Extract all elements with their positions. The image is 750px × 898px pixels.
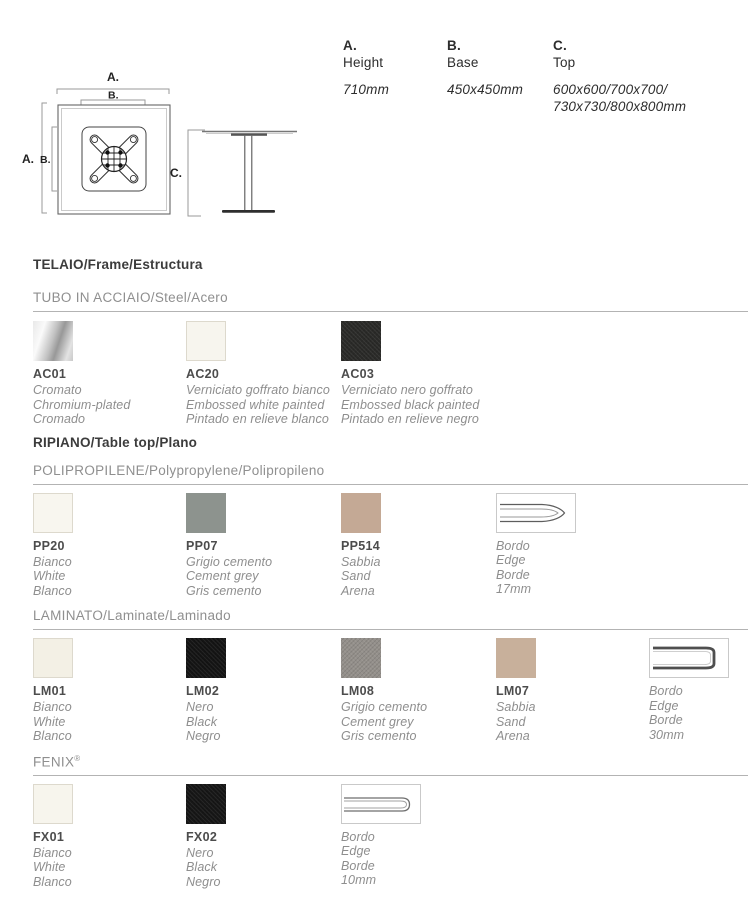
desc-line: Black (186, 714, 218, 729)
side-base (222, 210, 275, 213)
desc-line: Nero (186, 700, 214, 714)
desc-line: Pintado en relieve negro (341, 412, 479, 426)
desc-line: Blanco (33, 729, 72, 743)
spec-top (553, 38, 743, 116)
desc-line: Sand (341, 569, 371, 583)
material-code: LM01 (33, 684, 67, 698)
spec-base-key: B. (447, 38, 461, 53)
dim-label-a-left: A. (22, 152, 34, 166)
swatch-pp07 (186, 493, 226, 533)
material-code: LM07 (496, 684, 530, 698)
edge-label: Bordo (496, 538, 530, 553)
steel-swatches-row (33, 321, 748, 427)
desc-line: Sabbia (341, 554, 381, 569)
material-code: LM08 (341, 684, 375, 698)
swatch-pp514 (341, 493, 381, 533)
swatch-pp20 (33, 493, 73, 533)
section-title-frame: TELAIO/Frame/Estructura (33, 257, 203, 272)
desc-line: Cromato (33, 383, 82, 397)
material-lm07 (496, 638, 649, 744)
swatch-ac01-chrome (33, 321, 73, 361)
spec-base-value: 450x450mm (447, 82, 524, 97)
edge-10mm (341, 784, 496, 888)
divider (33, 311, 748, 312)
section-title-tabletop: RIPIANO/Table top/Plano (33, 434, 198, 450)
desc-line: Grigio cemento (186, 554, 273, 569)
desc-line: White (33, 714, 66, 729)
material-ac01 (33, 321, 186, 427)
dim-label-b-left: B. (40, 154, 51, 166)
edge-profile-10mm-drawing (341, 784, 421, 824)
laminate-swatches-row (33, 638, 748, 744)
material-lm08 (341, 638, 496, 744)
material-code: AC03 (341, 367, 375, 381)
material-code: PP07 (186, 538, 218, 553)
side-mounting-plate (231, 133, 267, 135)
desc-line: White (33, 860, 66, 874)
subsection-steel: TUBO IN ACCIAIO/Steel/Acero (33, 290, 228, 305)
swatch-lm01 (33, 638, 73, 678)
desc-line: Bianco (33, 845, 72, 860)
material-pp514 (341, 493, 496, 599)
edge-label: Borde (496, 567, 530, 582)
desc-line: Cement grey (341, 714, 414, 729)
edge-label: Bordo (341, 829, 375, 844)
divider (33, 484, 748, 485)
spec-height-value: 710mm (343, 82, 390, 97)
dim-bracket-c-side (188, 130, 205, 216)
subsection-polypropylene: POLIPROPILENE/Polypropylene/Polipropileno (33, 462, 325, 478)
material-code: AC01 (33, 367, 67, 381)
edge-label: Bordo (649, 684, 683, 698)
edge-thickness: 17mm (496, 582, 532, 596)
dim-label-b-top: B. (108, 89, 119, 102)
desc-line: Embossed black painted (341, 397, 480, 412)
desc-line: White (33, 569, 66, 583)
divider (33, 629, 748, 630)
material-pp20 (33, 493, 186, 599)
material-code: AC20 (186, 367, 220, 381)
dim-label-a-top: A. (107, 70, 119, 84)
material-lm02 (186, 638, 341, 744)
dim-bracket-b-left (52, 127, 57, 191)
fenix-swatches-row (33, 784, 748, 890)
desc-line: Chromium-plated (33, 397, 131, 412)
subsection-laminate: LAMINATO/Laminate/Laminado (33, 608, 231, 623)
edge-profile-30mm-drawing (649, 638, 729, 678)
edge-label: Borde (649, 713, 683, 727)
dim-label-c-side: C. (170, 166, 182, 180)
spec-base-name: Base (447, 55, 479, 70)
desc-line: Blanco (33, 583, 72, 598)
edge-label: Edge (341, 844, 371, 858)
desc-line: Gris cemento (341, 729, 417, 743)
spec-height-name: Height (343, 55, 384, 70)
edge-30mm (649, 638, 748, 742)
desc-line: Pintado en relieve blanco (186, 412, 329, 426)
swatch-lm08 (341, 638, 381, 678)
edge-profile-17mm-drawing (496, 493, 576, 533)
swatch-lm07 (496, 638, 536, 678)
edge-label: Edge (649, 698, 679, 713)
spec-top-key: C. (553, 38, 567, 53)
desc-line: Bianco (33, 554, 72, 569)
material-fx01 (33, 784, 186, 890)
materials-list (33, 257, 748, 889)
material-ac03 (341, 321, 496, 427)
material-code: FX01 (33, 829, 65, 844)
swatch-lm02 (186, 638, 226, 678)
material-code: PP514 (341, 538, 381, 553)
desc-line: Embossed white painted (186, 397, 325, 412)
desc-line: Verniciato goffrato bianco (186, 383, 330, 397)
desc-line: Negro (186, 874, 221, 889)
desc-line: Verniciato nero goffrato (341, 383, 473, 397)
desc-line: Cement grey (186, 569, 259, 583)
divider (33, 775, 748, 776)
swatch-fx01 (33, 784, 73, 824)
spec-height-key: A. (343, 38, 357, 53)
desc-line: Cromado (33, 412, 86, 426)
desc-line: Gris cemento (186, 583, 262, 598)
swatch-fx02 (186, 784, 226, 824)
spec-top-name: Top (553, 55, 576, 70)
material-fx02 (186, 784, 341, 890)
material-ac20 (186, 321, 341, 427)
desc-line: Sabbia (496, 700, 536, 714)
table-technical-drawing (15, 58, 325, 243)
desc-line: Black (186, 860, 218, 874)
material-pp07 (186, 493, 341, 599)
spec-top-value: 600x600/700x700/ 730x730/800x800mm (553, 82, 687, 114)
edge-thickness: 30mm (649, 727, 685, 742)
registered-mark: ® (74, 753, 81, 763)
desc-line: Negro (186, 729, 221, 743)
desc-line: Nero (186, 845, 214, 860)
material-code: PP20 (33, 538, 65, 553)
material-lm01 (33, 638, 186, 744)
desc-line: Grigio cemento (341, 700, 428, 714)
desc-line: Blanco (33, 874, 72, 889)
material-code: FX02 (186, 829, 218, 844)
edge-thickness: 10mm (341, 873, 377, 887)
edge-label: Edge (496, 553, 526, 567)
desc-line: Sand (496, 714, 526, 729)
swatch-ac03 (341, 321, 381, 361)
desc-line: Arena (341, 583, 375, 598)
desc-line: Bianco (33, 700, 72, 714)
subsection-fenix: FENIX® (33, 753, 81, 769)
material-code: LM02 (186, 684, 220, 698)
swatch-ac20 (186, 321, 226, 361)
edge-label: Borde (341, 858, 375, 873)
desc-line: Arena (496, 729, 530, 743)
polypropylene-swatches-row (33, 493, 748, 599)
edge-17mm (496, 493, 649, 597)
